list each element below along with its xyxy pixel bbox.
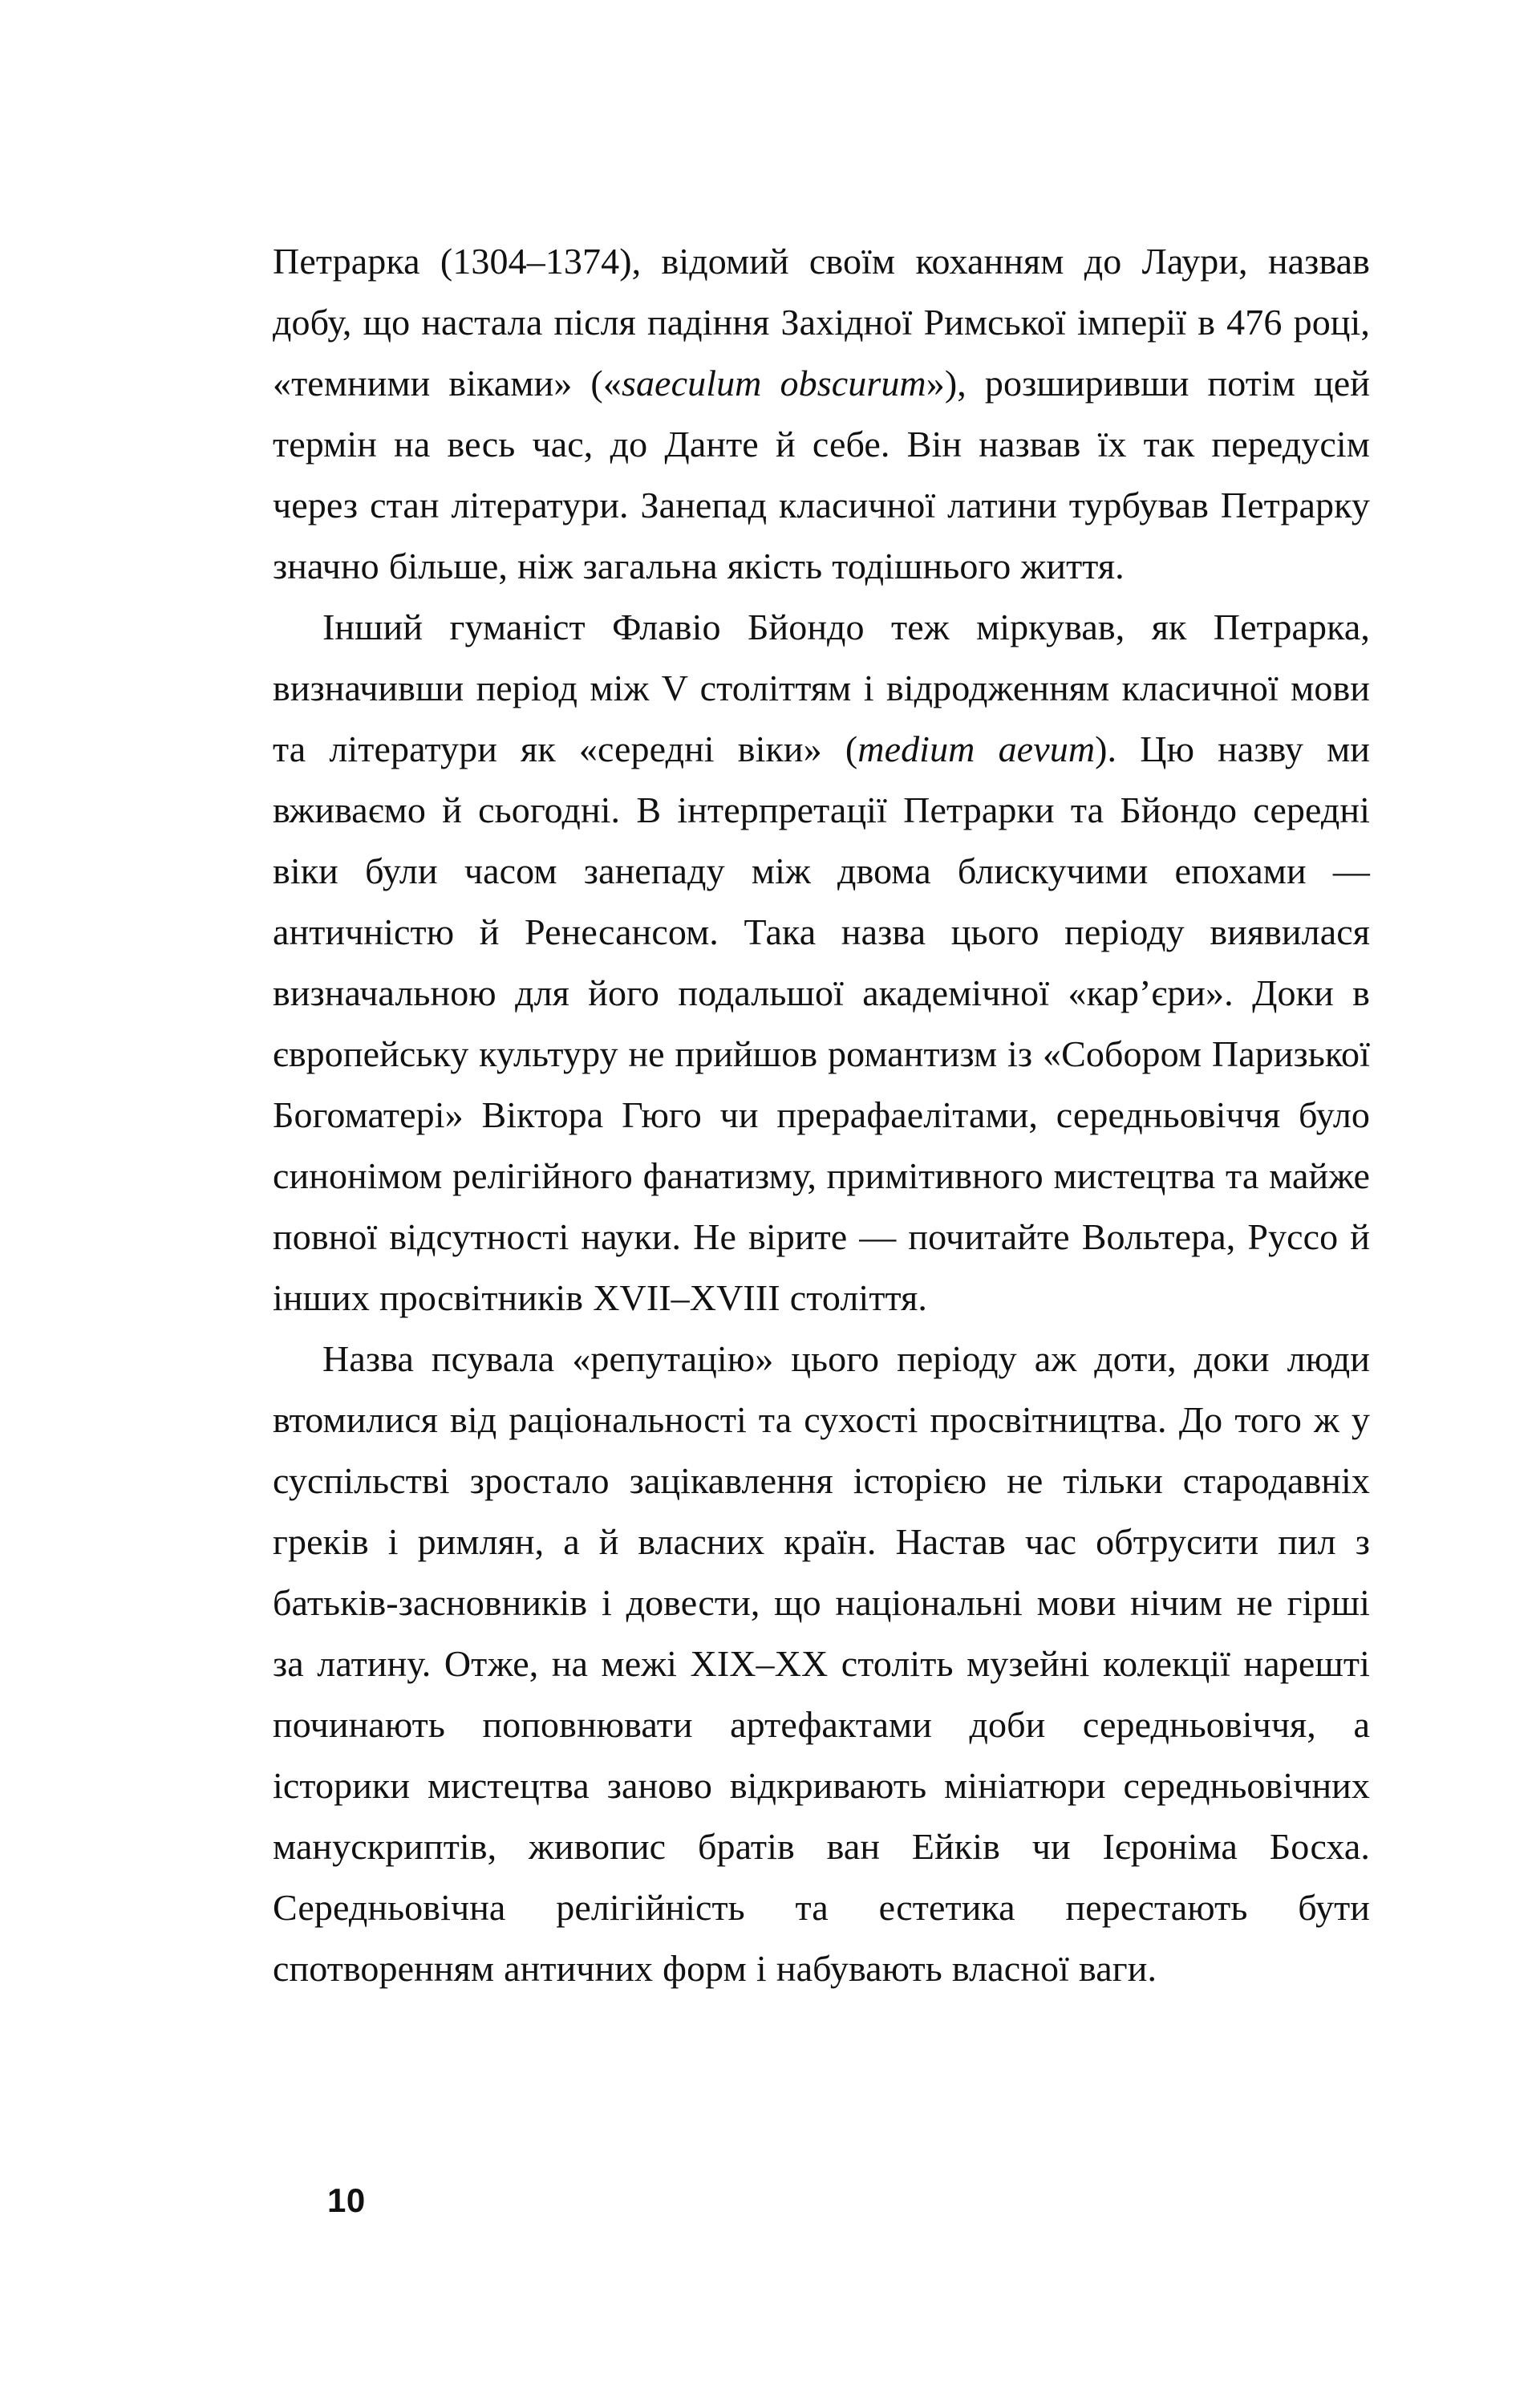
paragraph-1 [273, 231, 1370, 597]
body-text-column [273, 231, 1370, 1999]
paragraph-2 [273, 597, 1370, 1329]
paragraph-1-run-roman-2: »), розширивши потім цей термін на весь час, до Данте й себе. Він назвав їх так передусім через стан літератури. Занепад класичної латини турбував Петрарку значно більше, ніж загальна якість тодішнього життя. [273, 363, 1370, 586]
paragraph-1-run-italic-saeculum-obscurum: saeculum obscurum [621, 363, 926, 404]
paragraph-2-run-roman-2: ). Цю назву ми вживаємо й сьогодні. В інтерпретації Петрарки та Бйондо середні віки були часом занепаду між двома блискучими епохами — античністю й Ренесансом. Така назва цього періоду виявилася визначальною для його подальшої академічної «кар’єри». Доки в європейську культуру не прийшов романтизм із «Собором Паризької Богоматері» Віктора Гюго чи прерафаелітами, середньовіччя було синонімом релігійного фанатизму, примітивного мистецтва та майже повної відсутності науки. Не вірите — почитайте Вольтера, Руссо й інших просвітників XVII–XVIII століття. [273, 728, 1371, 1318]
paragraph-3-run-roman-1: Назва псувала «репутацію» цього періоду аж доти, доки люди втомилися від раціональності та сухості просвітництва. До того ж у суспільстві зростало зацікавлення історією не тільки стародавніх греків і римлян, а й власних країн. Настав час обтрусити пил з батьків-засновників і довести, що національні мови нічим не гірші за латину. Отже, на межі XIX–XX століть музейні колекції нарешті починають поповнювати артефактами доби середньовіччя, а історики мистецтва заново відкривають мініатюри середньовічних манускриптів, живопис братів ван Ейків чи Ієроніма Босха. Середньовічна релігійність та естетика перестають бути спотворенням античних форм і набувають власної ваги. [273, 1338, 1370, 1989]
paragraph-1-run-roman-1: Петрарка (1304–1374), відомий своїм коханням до Лаури, назвав добу, що настала після падіння Західної Римської імперії в 476 році, «темними віками» (« [273, 241, 1370, 404]
paragraph-2-run-italic-medium-aevum: medium aevum [857, 728, 1096, 769]
paragraph-3 [273, 1329, 1370, 1999]
paragraph-2-run-roman-1: Інший гуманіст Флавіо Бйондо теж міркував, як Петрарка, визначивши період між V століттям і відродженням класичної мови та літератури як «середні віки» ( [273, 607, 1370, 769]
page-number: 10 [327, 2181, 366, 2219]
